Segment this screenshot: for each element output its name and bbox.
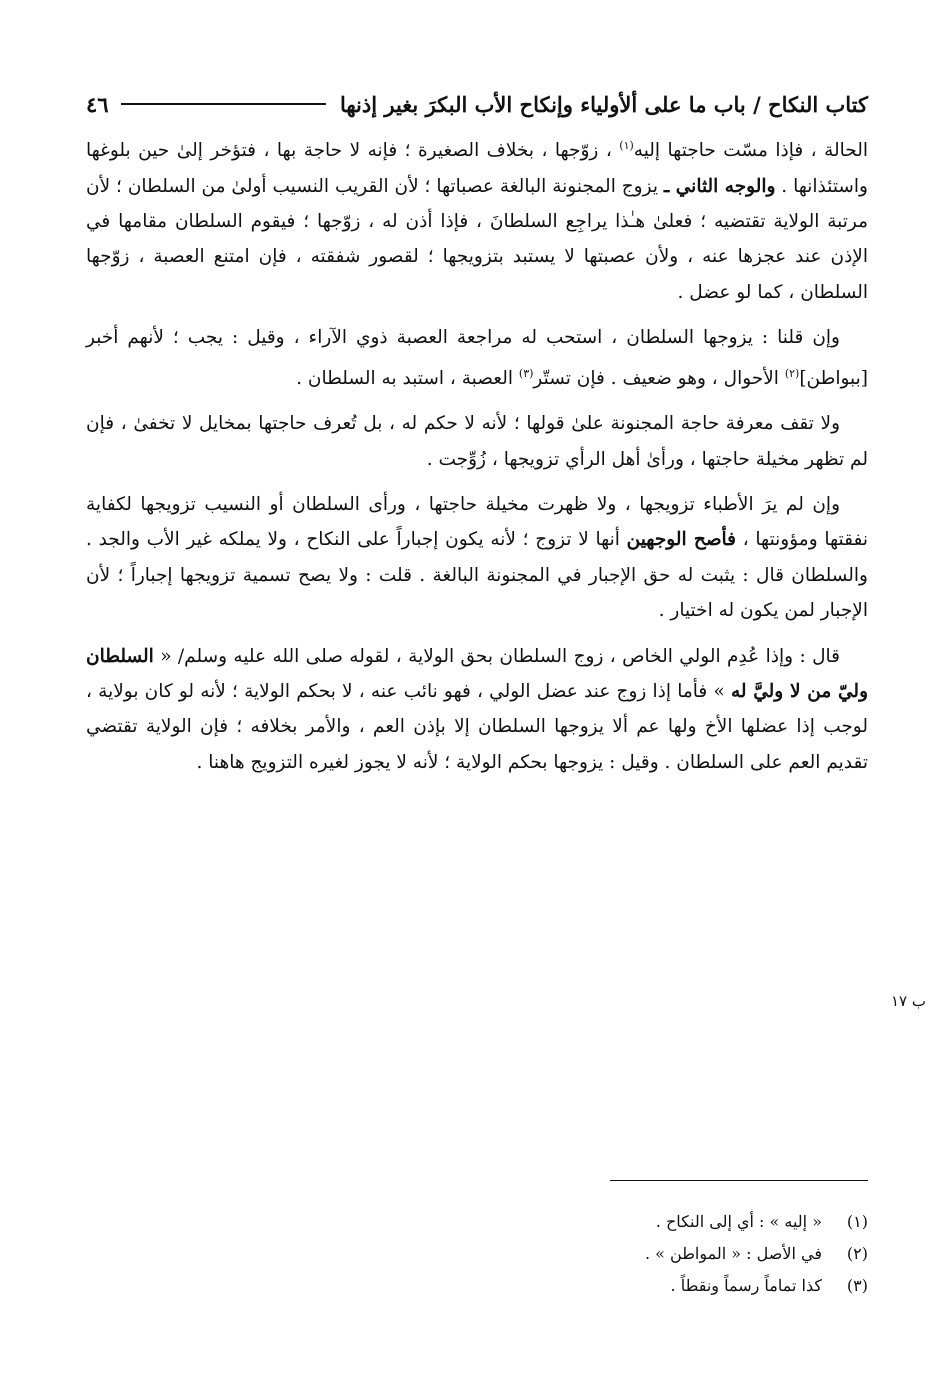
footnote-text: كذا تماماً رسماً ونقطاً . xyxy=(670,1276,822,1295)
bold-term: فأصح الوجهين xyxy=(626,529,737,551)
footnote-text: في الأصل : « المواطن » . xyxy=(644,1244,822,1263)
footnotes xyxy=(86,1206,868,1302)
header-rule xyxy=(121,103,326,105)
footnote-number: (١) xyxy=(846,1212,868,1231)
paragraph-5 xyxy=(86,639,868,781)
paragraph-text: يزوج المجنونة البالغة عصباتها ؛ لأن القريب النسيب أولىٰ من السلطان ؛ لأن مرتبة الولاية تقتضيه ؛ فعلىٰ هـٰذا يراجِع السلطانَ ، فإذا أذن له ، زوّجها ؛ فيقوم السلطان مقامها في الإذن عند عجزها عنه ، ولأن عصبتها لا يستبد بتزويجها ؛ لقصور شفقته ، فإن امتنع العصبة ، زوّجها السلطان ، كما لو عضل . xyxy=(86,175,868,303)
paragraph-text: الأحوال ، وهو ضعيف . فإن تستّر xyxy=(533,367,785,389)
paragraph-3: ولا تقف معرفة حاجة المجنونة علىٰ قولها ؛ لأنه لا حكم له ، بل تُعرف حاجتها بمخايل لا تخفىٰ ، فإن لم تظهر مخيلة حاجتها ، ورأىٰ أهل الرأي تزويجها ، زُوِّجت . xyxy=(86,413,868,470)
paragraph-text: قال : وإذا عُدِم الولي الخاص ، زوج السلطان بحق الولاية ، لقوله صلى الله عليه وسلم/ « xyxy=(153,645,840,667)
hadith-quote: السلطان وليّ من لا وليَّ له xyxy=(86,645,868,702)
paragraph-text: الحالة ، فإذا مسّت حاجتها إليه xyxy=(633,140,868,162)
footnote-ref: (٢) xyxy=(784,366,800,380)
footnote-number: (٣) xyxy=(846,1276,868,1295)
page-number: ٤٦ xyxy=(86,91,109,117)
footnote-separator xyxy=(610,1180,868,1181)
footnote xyxy=(86,1238,868,1270)
footnote-ref: (٣) xyxy=(518,366,534,380)
paragraph-2 xyxy=(86,320,868,396)
footnote-text: « إليه » : أي إلى النكاح . xyxy=(655,1212,822,1231)
paragraph-1 xyxy=(86,128,868,310)
paragraph-text: ، زوّجها ، بخلاف الصغيرة ؛ فإنه لا حاجة بها ، فتؤخر إلىٰ حين بلوغها واستئذانها . xyxy=(86,140,868,197)
paragraph-text: وإن قلنا : يزوجها السلطان ، استحب له مراجعة العصبة ذوي الآراء ، وقيل : يجب ؛ لأنهم أخبر [ببواطن] xyxy=(86,327,868,389)
main-text xyxy=(86,128,868,790)
paragraph-text: أنها لا تزوج ؛ لأنه يكون إجباراً على النكاح ، ولا يملكه غير الأب والجد . والسلطان قال : يثبت له حق الإجبار في المجنونة البالغة . قلت : ولا يصح تسمية تزويجها إجباراً ؛ لأن الإجبار لمن يكون له اختيار . xyxy=(86,529,868,622)
running-title: كتاب النكاح / باب ما على ألأولياء وإنكاح الأب البكرَ بغير إذنها xyxy=(339,91,868,117)
paragraph-text: العصبة ، استبد به السلطان . xyxy=(296,367,519,389)
paragraph-4 xyxy=(86,487,868,629)
bold-term: والوجه الثاني ـ xyxy=(663,175,776,197)
margin-folio-note: ب ١٧ xyxy=(890,992,926,1010)
footnote-number: (٢) xyxy=(846,1244,868,1263)
paragraph-text: » فأما إذا زوج عند عضل الولي ، فهو نائب عنه ، لا بحكم الولاية ؛ لأنه لو كان بولاية ، لوجب إذا عضلها الأخ ولها عم ألا يزوجها السلطان إلا بإذن العم ، والأمر بخلافه ؛ فإن الولاية تقتضي تقديم العم على السلطان . وقيل : يزوجها بحكم الولاية ؛ لأنه لا يجوز لغيره التزويج هاهنا . xyxy=(86,681,868,773)
footnote-ref: (١) xyxy=(619,139,634,152)
page-header xyxy=(86,82,868,126)
footnote xyxy=(86,1206,868,1238)
paragraph-text: وإن لم يرَ الأطباء تزويجها ، ولا ظهرت مخيلة حاجتها ، ورأى السلطان أو النسيب تزويجها لكفاية نفقتها ومؤونتها ، xyxy=(86,493,868,551)
footnote xyxy=(86,1270,868,1302)
